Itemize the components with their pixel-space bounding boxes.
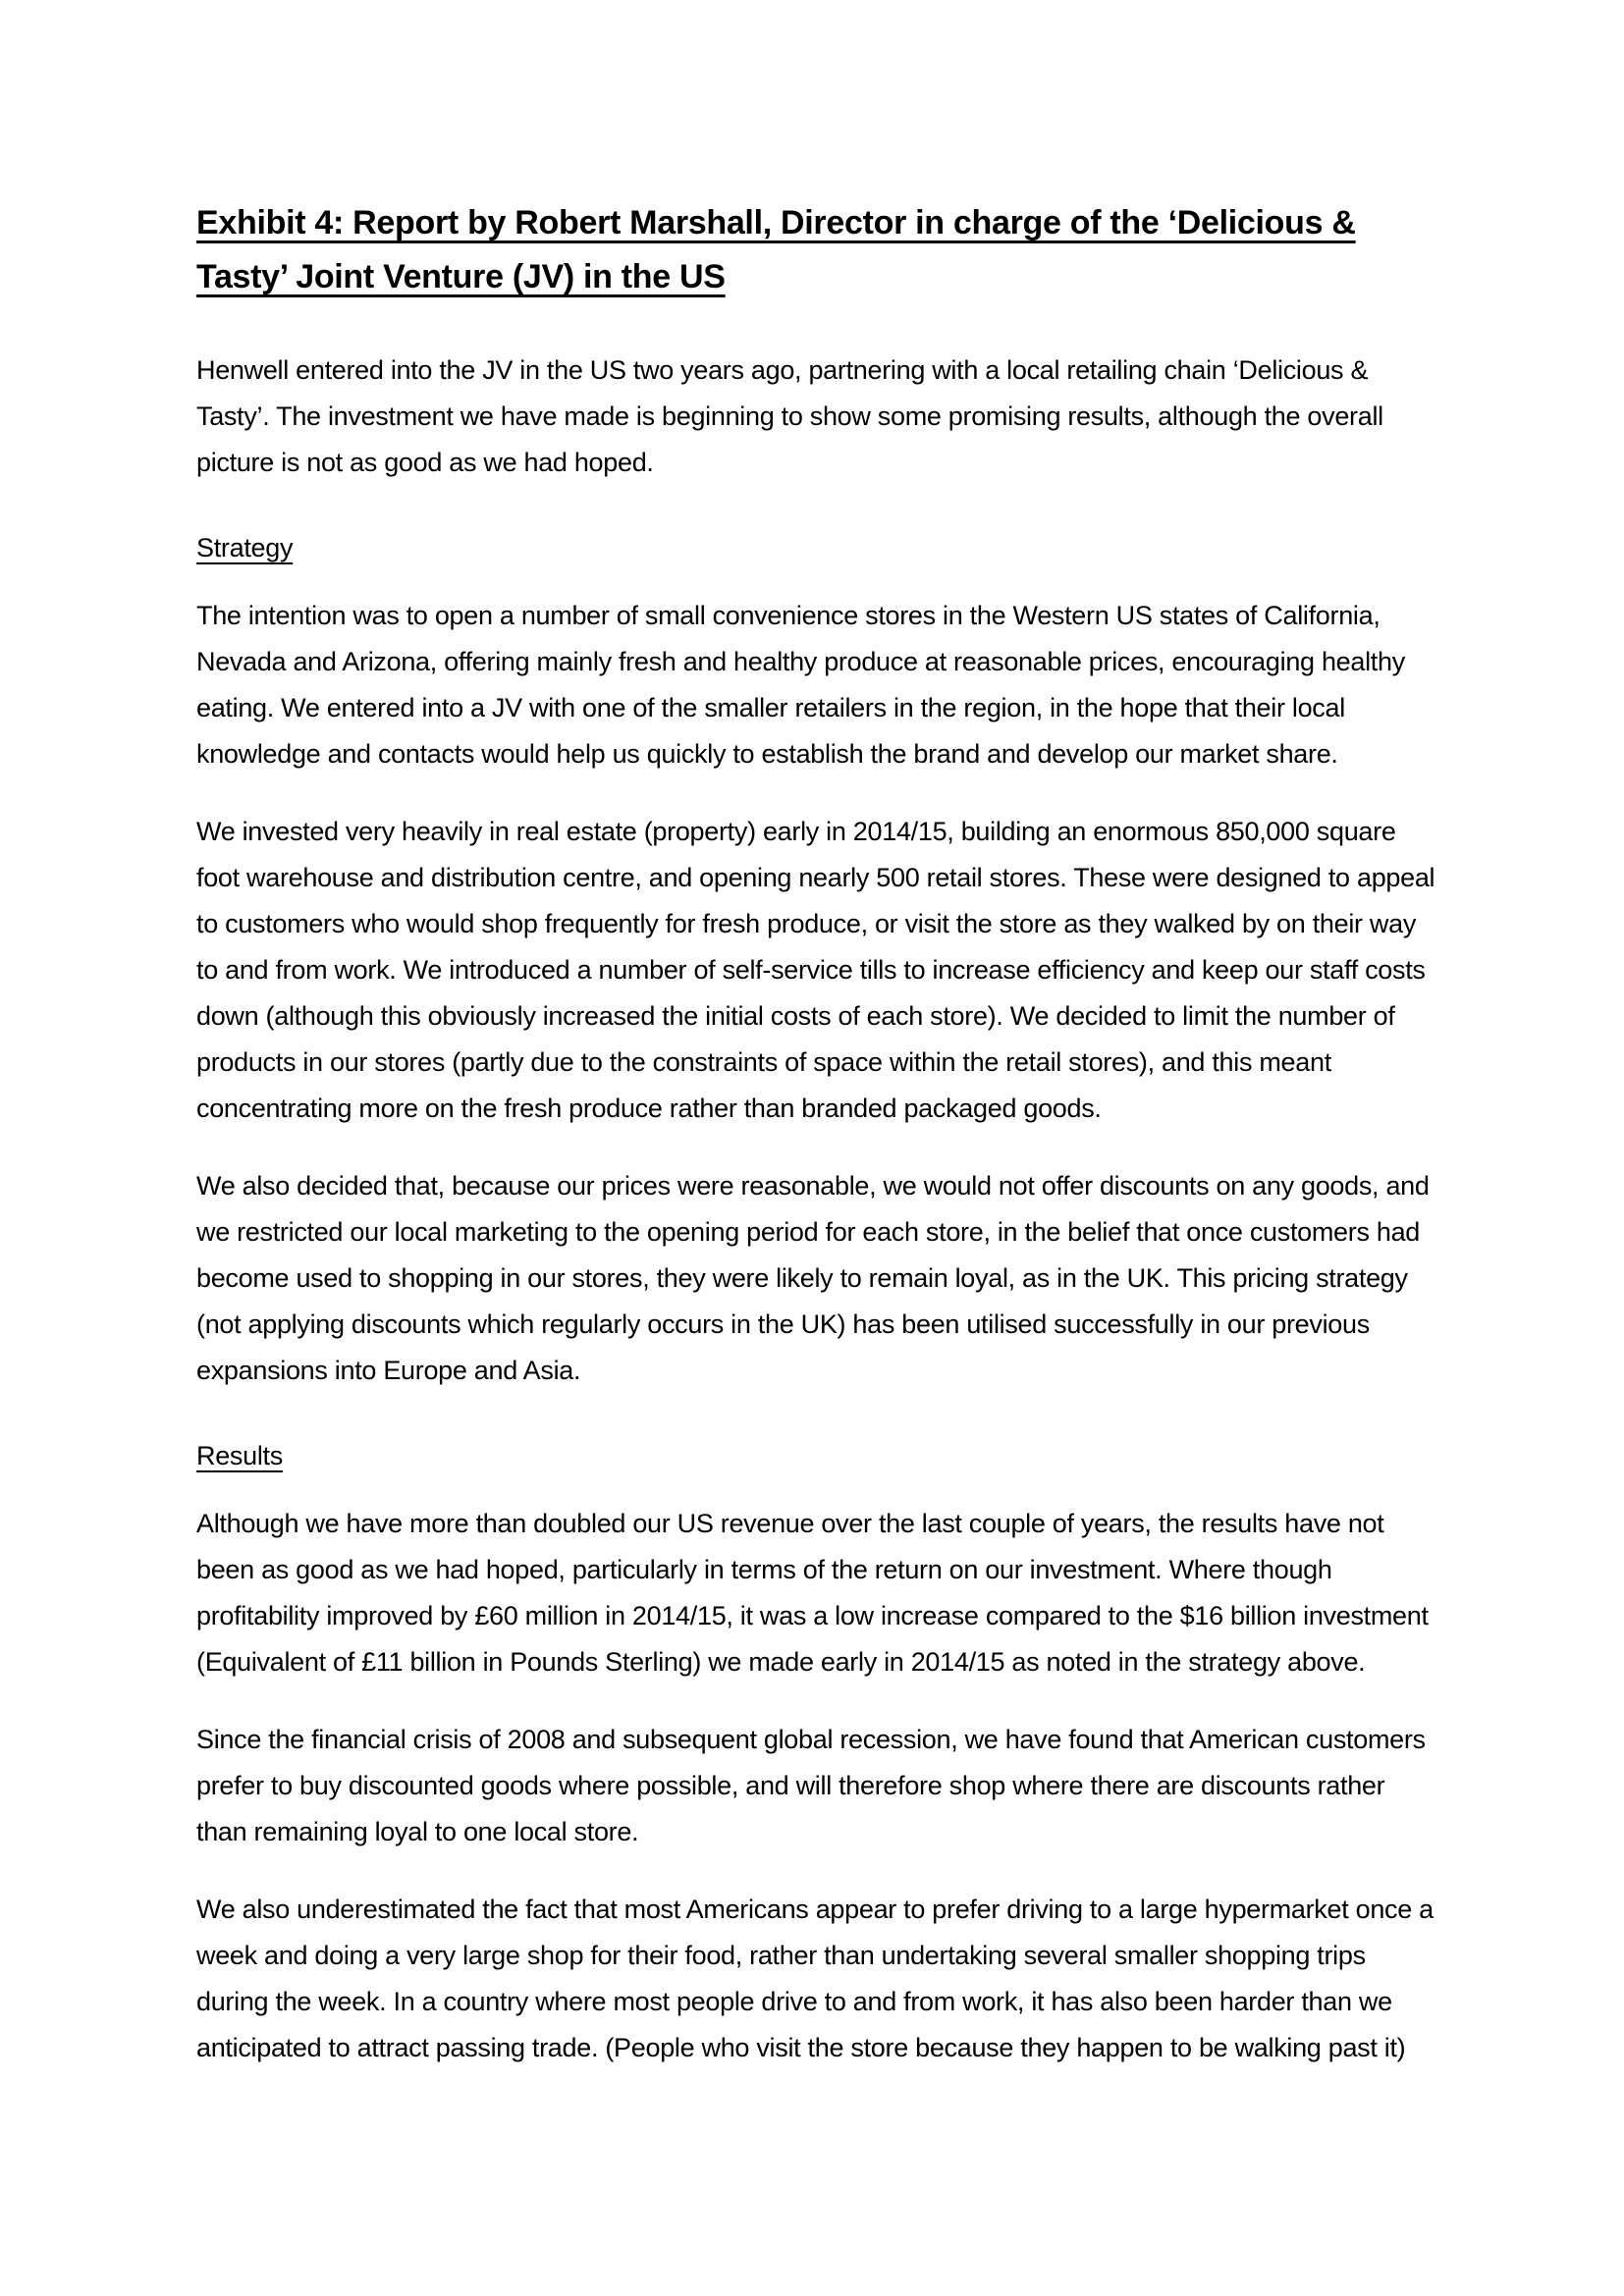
results-paragraph-1: Although we have more than doubled our US revenue over the last couple of years, the results have not been as good as we had hoped, particularly in terms of the return on our investment. Where though profitability improved by £60 million in 2014/15, it was a low increase compared to the $16 billion investment (Equivalent of £11 billion in Pounds Sterling) we made early in 2014/15 as noted in the strategy above. <box>196 1509 1429 1678</box>
document-title: Exhibit 4: Report by Robert Marshall, Director in charge of the ‘Delicious & Tasty’ Joint Venture (JV) in the US <box>196 204 1356 296</box>
section-heading-results: Results <box>196 1441 283 1471</box>
strategy-paragraph-2: We invested very heavily in real estate (property) early in 2014/15, building an enormous 850,000 square foot warehouse and distribution centre, and opening nearly 500 retail stores. These were designed to appeal to customers who would shop frequently for fresh produce, or visit the store as they walked by on their way to and from work. We introduced a number of self-service tills to increase efficiency and keep our staff costs down (although this obviously increased the initial costs of each store). We decided to limit the number of products in our stores (partly due to the constraints of space within the retail stores), and this meant concentrating more on the fresh produce rather than branded packaged goods. <box>196 817 1435 1124</box>
strategy-paragraph-1: The intention was to open a number of small convenience stores in the Western US states of California, Nevada and Arizona, offering mainly fresh and healthy produce at reasonable prices, encouraging healthy eating. We entered into a JV with one of the smaller retailers in the region, in the hope that their local knowledge and contacts would help us quickly to establish the brand and develop our market share. <box>196 601 1405 770</box>
results-paragraph-3: We also underestimated the fact that most Americans appear to prefer driving to a large hypermarket once a week and doing a very large shop for their food, rather than undertaking several smaller shopping trips during the week. In a country where most people drive to and from work, it has also been harder than we anticipated to attract passing trade. (People who visit the store because they happen to be walking past it) <box>196 1895 1434 2063</box>
strategy-paragraph-3: We also decided that, because our prices were reasonable, we would not offer discounts on any goods, and we restricted our local marketing to the opening period for each store, in the belief that once customers had become used to shopping in our stores, they were likely to remain loyal, as in the UK. This pricing strategy (not applying discounts which regularly occurs in the UK) has been utilised successfully in our previous expansions into Europe and Asia. <box>196 1171 1430 1386</box>
intro-paragraph: Henwell entered into the JV in the US two years ago, partnering with a local retailing chain ‘Delicious & Tasty’. The investment we have made is beginning to show some promising results, although the overall picture is not as good as we had hoped. <box>196 355 1383 478</box>
section-heading-strategy: Strategy <box>196 533 294 563</box>
results-paragraph-2: Since the financial crisis of 2008 and subsequent global recession, we have found that American customers prefer to buy discounted goods where possible, and will therefore shop where there are discounts rather than remaining loyal to one local store. <box>196 1725 1426 1847</box>
document-content <box>196 196 1435 2103</box>
